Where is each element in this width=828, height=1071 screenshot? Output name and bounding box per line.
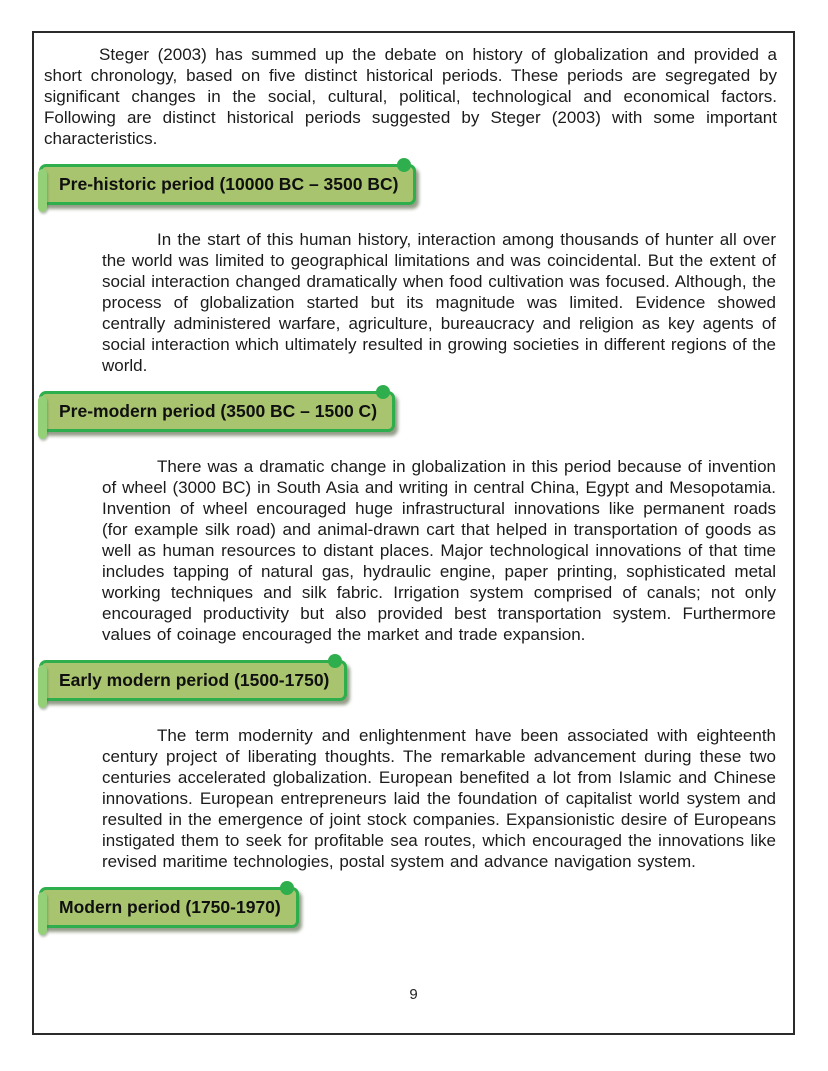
section-heading-prehistoric bbox=[39, 164, 416, 205]
section-heading-label: Pre-historic period (10000 BC – 3500 BC) bbox=[59, 174, 399, 194]
section-body-early-modern: The term modernity and enlightenment have been associated with eighteenth century project of liberating thoughts. The remarkable advancement during these two centuries accelerated globalization. European benefited a lot from Islamic and Chinese innovations. European entrepreneurs laid the foundation of capitalist world system and resulted in the emergence of joint stock companies. Expansionistic desire of Europeans instigated them to seek for profitable sea routes, which encouraged the innovations like revised maritime technologies, postal system and advance navigation system. bbox=[102, 726, 776, 871]
section-heading-premodern bbox=[39, 391, 395, 432]
page-number: 9 bbox=[409, 986, 418, 1003]
section-modern bbox=[42, 887, 781, 933]
section-premodern bbox=[42, 391, 781, 437]
section-early-modern bbox=[42, 660, 781, 706]
section-body-premodern: There was a dramatic change in globalization in this period because of invention of wheel (3000 BC) in South Asia and writing in central China, Egypt and Mesopotamia. Invention of wheel encouraged huge infrastructural innovations like permanent roads (for example silk road) and animal-drawn cart that helped in transportation of goods as well as human resources to distant places. Major technological innovations of that time includes tapping of natural gas, hydraulic engine, paper printing, sophisticated metal working techniques and silk fabric. Irrigation system comprised of canals; not only encouraged productivity but also provided best transportation system. Furthermore values of coinage encouraged the market and trade expansion. bbox=[102, 457, 776, 644]
document-page bbox=[32, 31, 795, 1035]
section-heading-label: Pre-modern period (3500 BC – 1500 C) bbox=[59, 401, 378, 421]
section-heading-label: Early modern period (1500-1750) bbox=[59, 670, 330, 690]
section-body-prehistoric: In the start of this human history, interaction among thousands of hunter all over the world was limited to geographical limitations and was coincidental. But the extent of social interaction changed dramatically when food cultivation was focused. Although, the process of globalization started but its magnitude was limited. Evidence showed centrally administered warfare, agriculture, bureaucracy and religion as key agents of social interaction which ultimately resulted in growing societies in different regions of the world. bbox=[102, 230, 776, 375]
section-heading-early-modern bbox=[39, 660, 347, 701]
intro-paragraph: Steger (2003) has summed up the debate on history of globalization and provided a short chronology, based on five distinct historical periods. These periods are segregated by significant changes in the social, cultural, political, technological and economical factors. Following are distinct historical periods suggested by Steger (2003) with some important characteristics. bbox=[44, 45, 777, 148]
section-prehistoric bbox=[42, 164, 781, 210]
section-heading-modern bbox=[39, 887, 299, 928]
section-heading-label: Modern period (1750-1970) bbox=[59, 897, 281, 917]
